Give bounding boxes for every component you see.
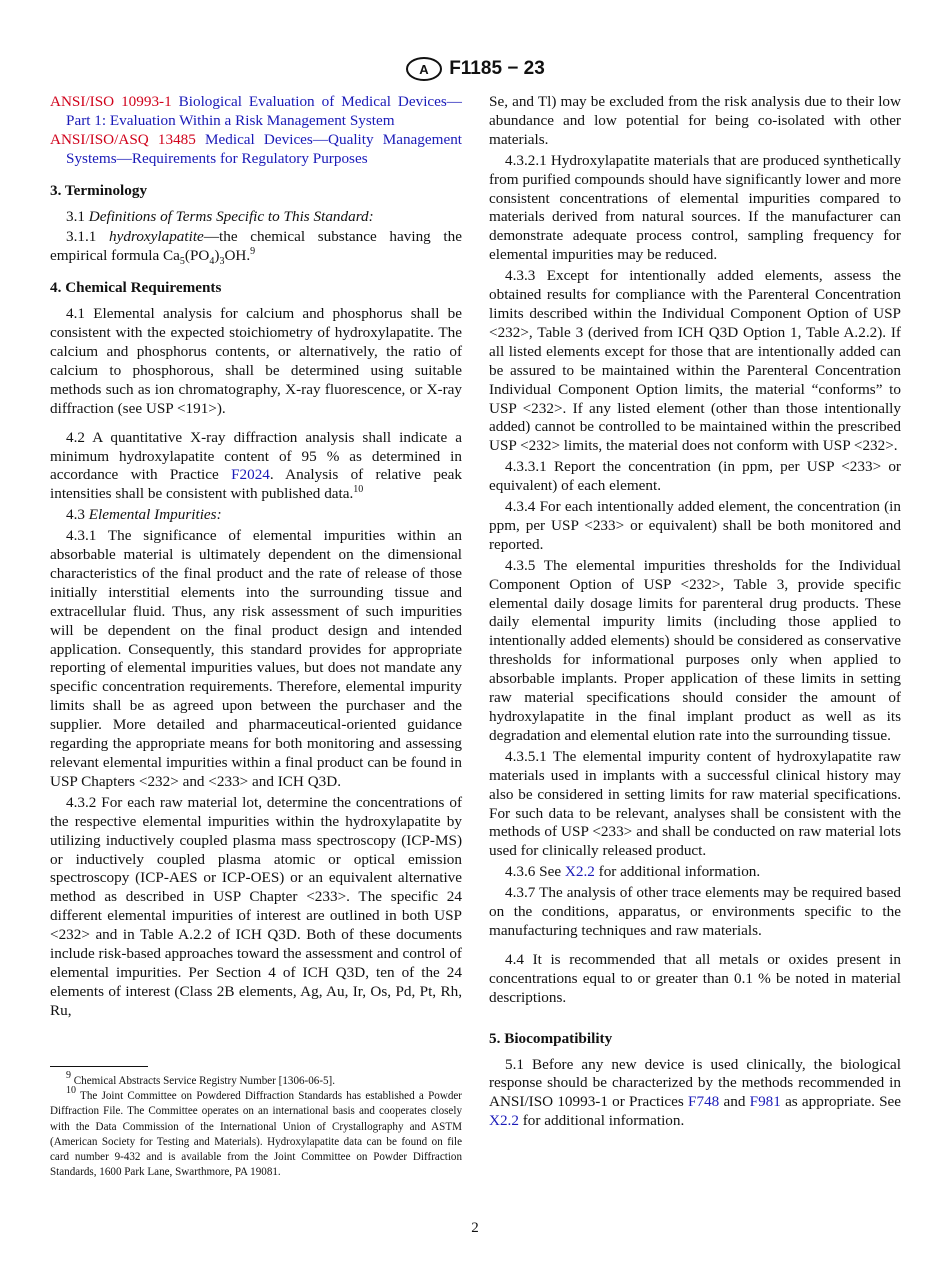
astm-logo-icon [405,56,443,82]
text-segment: 4.2 A quantitative X-ray diffraction analysis shall indicate a minimum hydroxylapatite content of 95 % as determined in accordance with Practice [50,428,462,484]
paragraph [50,794,462,1021]
standard-reference-label: ANSI/ISO 10993-1 [50,93,172,110]
text-segment: hydroxylapatite [109,228,204,246]
text-segment: 4 [209,256,215,268]
text-segment: 9 [250,246,256,258]
paragraph [50,305,462,418]
standard-reference-label: ANSI/ISO/ASQ 13485 [50,130,196,148]
text-segment: 4.1 Elemental analysis for calcium and phosphorus shall be consistent with the expected stoichiometry of hydroxylapatite. The calcium and phosphorus contents, or alternatively, the ratio of calcium to phosphorous, shall be determined using suitable methods such as ion chromatography, X-ray fluorescence, or X-ray diffraction (see USP <191>). [50,305,462,417]
footnote [50,1070,462,1089]
footnote-number: 10 [66,1085,76,1097]
cross-reference-link[interactable]: F981 [749,1093,781,1111]
text-segment: as appropriate. See [780,1093,901,1111]
footnote-divider [50,1066,148,1067]
footnote-number: 9 [66,1070,71,1081]
footnotes [50,1070,462,1180]
text-segment: 4.3.3.1 Report the concentration (in ppm, per USP <233> or equivalent) of each element. [489,458,901,495]
text-segment: Elemental Impurities: [88,506,222,524]
svg-text:A: A [419,62,429,77]
text-segment: 3 [219,256,225,268]
paragraph [50,208,462,227]
text-segment: 5.1 Before any new device is used clinically, the biological response should be characterized by the methods recommended in ANSI/ISO 10993-1 or Practices [489,1055,901,1111]
page-number: 2 [471,1220,479,1236]
text-segment: 4.3.1 The significance of elemental impurities within an absorbable material is ultimately dependent on the dimensional characteristics of the final product and the rate of release of those initially interstitial elements into the surrounding tissue and extracellular fluid. Thus, any risk assessment of such impurities will be dependent on the final product design and intended application. Consequently, this standard provides for appropriate reporting of elemental impurities values, but does not mandate any specific concentration requirements. Therefore, elemental impurity limits shall be as agreed upon between the purchaser and the supplier. More detailed and pharmaceutical-oriented guidance regarding the appropriate means for both monitoring and assessing relevant elemental impurities within a final product can be found in USP Chapters <232> and <233> and ICH Q3D. [50,527,462,790]
cross-reference-link[interactable]: Biological Evaluation of Medical Devices—Part 1: Evaluation Within a Risk Management System [66,93,462,129]
standard-designation: F1185 − 23 [449,58,545,80]
paragraph [50,527,462,792]
text-segment: ) [214,247,220,265]
paragraph [489,93,901,150]
text-segment: 5 [179,256,185,268]
text-segment: 3.1 [66,207,89,225]
section-heading [489,1030,901,1049]
text-segment: for additional information. [518,1112,685,1130]
cross-reference-link[interactable]: F748 [688,1093,720,1111]
reference-entry [50,93,462,131]
text-segment: . Analysis of relative peak intensities shall be consistent with published data. [50,466,463,503]
paragraph [50,506,462,525]
paragraph [489,152,901,265]
text-segment: Se, and Tl) may be excluded from the risk analysis due to their low abundance and low potential for being co-isolated with other materials. [489,93,901,148]
text-segment: (PO [184,247,210,265]
paragraph [50,228,462,266]
text-segment: 4.3 [66,506,89,524]
paragraph [489,1056,901,1132]
text-segment: 3.1.1 [66,228,110,246]
paragraph [489,267,901,456]
left-column [50,93,462,1023]
paragraph [489,863,901,882]
paragraph [489,951,901,1008]
text-segment: 4.3.3 Except for intentionally added elements, assess the obtained results for compliance with the Parenteral Concentration limits described within the Individual Component Option of USP <232>, Table 3 (derived from ICH Q3D Option 1, Table A.2.2). If all listed elements except for those that are intentionally added can be assured to be maintained within the Parenteral Concentration Individual Component Option limits, the material “conforms” to USP <232>. If any listed element (other than those intentionally added) cannot be controlled to be maintained within the prescribed USP <232> limits, the material does not conform with USP <232>. [489,267,901,455]
text-segment: 4.3.6 See [505,863,565,881]
footnote-text: Chemical Abstracts Service Registry Number [1306-06-5]. [71,1075,336,1087]
text-segment: 4.3.2 For each raw material lot, determine the concentrations of the respective elemental impurities within the hydroxylapatite by utilizing inductively coupled plasma mass spectroscopy (ICP-MS) or inductively coupled plasma atomic or optical emission spectroscopy (ICP-AES or ICP-OES) or an equivalent alternative method as described in USP Chapter <233>. The specific 24 different elemental impurities of interest are outlined in both USP <232> and in Table A.2.2 of ICH Q3D. Both of these documents include risk-based approaches toward the assessment and control of elemental impurities. Per Section 4 of ICH Q3D, ten of the 24 elements of interest (Class 2B elements, Ag, Au, Ir, Os, Pd, Pt, Rh, Ru, [50,793,462,1019]
paragraph [50,429,462,505]
text-segment: 4.3.7 The analysis of other trace elements may be required based on the conditions, apparatus, or environments specific to the manufacturing techniques and raw materials. [489,884,901,939]
text-segment: 4.4 It is recommended that all metals or oxides present in concentrations equal to or greater than 0.1 % be noted in material descriptions. [489,950,901,1006]
text-segment: for additional information. [594,863,761,881]
paragraph [489,557,901,746]
text-segment: 10 [353,484,364,496]
text-segment: Definitions of Terms Specific to This Standard: [88,207,374,225]
text-segment: 4. Chemical Requirements [50,279,222,297]
text-segment: 5. Biocompatibility [489,1029,613,1047]
text-segment: 4.3.4 For each intentionally added element, the concentration (in ppm, per USP <233> or equivalent) shall be both monitored and reported. [489,498,901,553]
text-segment: 4.3.5 The elemental impurities thresholds for the Individual Component Option of USP <232>, Table 3, provide specific elemental daily dosage limits for parenteral drug products. These daily elemental impurity limits (including those applied to intentionally added elements) should be considered as conservative thresholds for informational purposes only when applied to absorbable implants. Proper application of these limits in setting raw material specifications should consider the amount of hydroxylapatite in the final implant product as well as its degradation and elemental elution rate into the surrounding tissue. [489,556,901,744]
paragraph [489,498,901,555]
footnote [50,1085,462,1180]
footnote-text: The Joint Committee on Powdered Diffraction Standards has established a Powder Diffraction File. The Committee operates on an international basis and cooperates closely with the Data Commission of the International Union of Crystallography and ASTM (American Society for Testing and Materials). Hydroxylapatite data can be found on file card number 9-432 and is available from the Joint Committee on Powder Diffraction Standards, 1600 Park Lane, Swarthmore, PA 19081. [50,1090,462,1179]
text-segment: and [719,1093,750,1111]
section-heading [50,279,462,298]
reference-entry [50,131,462,169]
cross-reference-link[interactable]: Medical Devices—Quality Management Systems—Requirements for Regulatory Purposes [66,130,463,167]
text-segment: 4.3.2.1 Hydroxylapatite materials that are produced synthetically from purified compounds should have significantly lower and more consistent concentrations of elemental impurities compared to materials derived from natural sources. If the manufacturer can demonstrate adequate process control, sampling frequency for elemental impurities may be reduced. [489,151,901,264]
paragraph [489,458,901,496]
cross-reference-link[interactable]: X2.2 [564,863,595,881]
paragraph [489,748,901,861]
page-header [0,56,950,82]
section-heading [50,182,462,201]
text-segment: 3. Terminology [50,181,148,199]
paragraph [489,884,901,941]
text-segment: 4.3.5.1 The elemental impurity content of hydroxylapatite raw materials used in implants with a successful clinical history may also be considered in setting limits for raw material specifications. For such data to be relevant, analyses shall be consistent with the methods of USP <233> and shall be conducted on raw material lots used for clinically released product. [489,747,901,860]
cross-reference-link[interactable]: X2.2 [489,1112,519,1130]
text-segment: OH. [224,247,251,265]
text-segment: —the chemical substance having the empirical formula Ca [50,228,462,265]
cross-reference-link[interactable]: F2024 [231,466,270,484]
right-column [489,93,901,1133]
